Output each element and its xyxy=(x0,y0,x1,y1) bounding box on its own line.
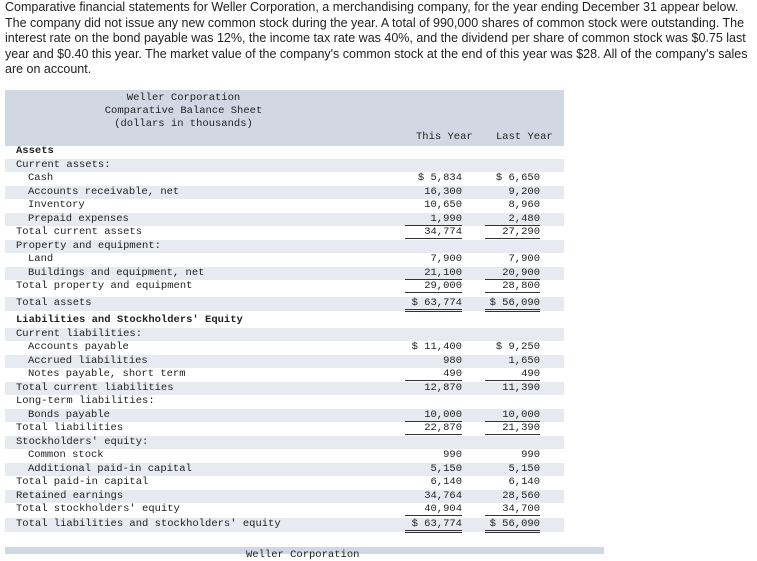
this-year-value: 22,870 xyxy=(405,422,462,435)
row-label: Total property and equipment xyxy=(16,280,193,292)
row-label: Total liabilities and stockholders' equity xyxy=(16,518,281,530)
balance-sheet-table xyxy=(5,90,564,536)
this-year-value: 21,100 xyxy=(405,267,462,280)
table-row xyxy=(5,476,564,490)
row-label: Total stockholders' equity xyxy=(16,503,180,515)
table-row xyxy=(5,186,564,200)
row-label: Retained earnings xyxy=(16,489,124,502)
row-label: Total current assets xyxy=(16,226,143,238)
next-statement-header xyxy=(5,547,604,561)
this-year-value: 980 xyxy=(443,354,462,367)
this-year-value: 34,764 xyxy=(424,489,462,502)
units-note: (dollars in thousands) xyxy=(114,118,253,130)
this-year-value: 10,000 xyxy=(405,409,462,422)
column-last-year: Last Year xyxy=(496,131,553,143)
last-year-value: 11,390 xyxy=(502,381,540,394)
this-year-value: 7,900 xyxy=(430,253,462,265)
row-label: Prepaid expenses xyxy=(28,212,129,225)
last-year-value: 28,560 xyxy=(502,489,540,502)
this-year-value: 34,774 xyxy=(405,226,462,239)
last-year-value: 10,000 xyxy=(485,409,540,422)
row-label: Inventory xyxy=(28,199,85,211)
last-year-value: 28,800 xyxy=(485,280,540,293)
this-year-value: $ 5,834 xyxy=(417,172,462,184)
last-year-value: 20,900 xyxy=(485,267,540,280)
table-row xyxy=(5,368,564,382)
table-row xyxy=(5,436,564,450)
row-label: Accounts receivable, net xyxy=(28,185,180,198)
row-label: Notes payable, short term xyxy=(28,368,186,380)
row-label: Cash xyxy=(28,172,54,184)
table-row xyxy=(5,463,564,477)
last-year-value: 21,390 xyxy=(485,422,540,435)
table-row xyxy=(5,267,564,281)
table-row xyxy=(5,314,564,328)
this-year-value: 990 xyxy=(443,449,462,461)
row-label: Current assets: xyxy=(16,158,111,171)
last-year-value: $ 9,250 xyxy=(495,341,540,353)
last-year-value: 34,700 xyxy=(485,503,540,516)
last-year-value: 8,960 xyxy=(508,199,540,211)
this-year-value: 16,300 xyxy=(424,185,462,198)
last-year-value: 6,140 xyxy=(508,476,540,488)
last-year-value: 7,900 xyxy=(508,253,540,265)
this-year-value: 12,870 xyxy=(424,381,462,394)
last-year-value: 990 xyxy=(521,449,540,461)
table-row xyxy=(5,226,564,240)
next-company-name: Weller Corporation xyxy=(246,549,360,561)
row-label: Total current liabilities xyxy=(16,381,174,394)
row-label: Common stock xyxy=(28,449,104,461)
table-row xyxy=(5,159,564,173)
this-year-value: 10,650 xyxy=(424,199,462,211)
table-row xyxy=(5,341,564,355)
table-row xyxy=(5,503,564,517)
table-row xyxy=(5,172,564,186)
row-label: Assets xyxy=(16,145,54,157)
this-year-value: 490 xyxy=(405,368,462,381)
table-row xyxy=(5,518,564,532)
table-row xyxy=(5,297,564,311)
last-year-value: $ 56,090 xyxy=(485,518,540,533)
table-row xyxy=(5,240,564,254)
table-row xyxy=(5,395,564,409)
table-row xyxy=(5,199,564,213)
this-year-value: $ 11,400 xyxy=(411,341,462,353)
company-name: Weller Corporation xyxy=(126,92,241,104)
this-year-value: 1,990 xyxy=(405,213,462,226)
row-label: Long-term liabilities: xyxy=(16,395,155,407)
table-row xyxy=(5,449,564,463)
table-row xyxy=(5,409,564,423)
row-label: Accrued liabilities xyxy=(28,354,148,367)
table-row xyxy=(5,213,564,227)
row-label: Stockholders' equity: xyxy=(16,435,149,448)
row-label: Total liabilities xyxy=(16,422,124,434)
row-label: Accounts payable xyxy=(28,341,129,353)
this-year-value: 5,150 xyxy=(430,462,462,475)
table-row xyxy=(5,280,564,294)
problem-description: Comparative financial statements for Weller Corporation, a merchandising company, for the year ending December 31 appear below. The company did not issue any new common stock during the year. A total of 990,000 shares of common stock were outstanding. The interest rate on the bond payable was 12%, the income tax rate was 40%, and the dividend per share of common stock was $0.75 last year and $0.40 this year. The market value of the company's common stock at the end of this year was $28. All of the company's sales are on account. xyxy=(5,0,748,76)
row-label: Property and equipment: xyxy=(16,239,161,252)
row-label: Total assets xyxy=(16,297,92,309)
table-header xyxy=(5,90,564,146)
table-row xyxy=(5,382,564,396)
table-row xyxy=(5,328,564,342)
last-year-value: 5,150 xyxy=(508,462,540,475)
row-label: Total paid-in capital xyxy=(16,476,149,488)
table-row xyxy=(5,355,564,369)
table-row xyxy=(5,253,564,267)
row-label: Liabilities and Stockholders' Equity xyxy=(16,314,243,326)
last-year-value: 1,650 xyxy=(508,354,540,367)
row-label: Buildings and equipment, net xyxy=(28,266,205,279)
this-year-value: $ 63,774 xyxy=(405,518,462,533)
last-year-value: 9,200 xyxy=(508,185,540,198)
last-year-value: 27,290 xyxy=(485,226,540,239)
this-year-value: 40,904 xyxy=(405,503,462,516)
statement-title: Comparative Balance Sheet xyxy=(104,105,263,117)
last-year-value: 2,480 xyxy=(485,213,540,226)
column-this-year: This Year xyxy=(416,131,473,143)
row-label: Additional paid-in capital xyxy=(28,462,192,475)
this-year-value: 29,000 xyxy=(405,280,462,293)
table-row xyxy=(5,490,564,504)
row-label: Current liabilities: xyxy=(16,327,143,340)
row-label: Land xyxy=(28,253,54,265)
table-row xyxy=(5,422,564,436)
last-year-value: $ 6,650 xyxy=(495,172,540,184)
table-row xyxy=(5,145,564,159)
last-year-value: $ 56,090 xyxy=(485,297,540,312)
last-year-value: 490 xyxy=(485,368,540,381)
row-label: Bonds payable xyxy=(28,408,110,421)
this-year-value: $ 63,774 xyxy=(405,297,462,312)
this-year-value: 6,140 xyxy=(430,476,462,488)
